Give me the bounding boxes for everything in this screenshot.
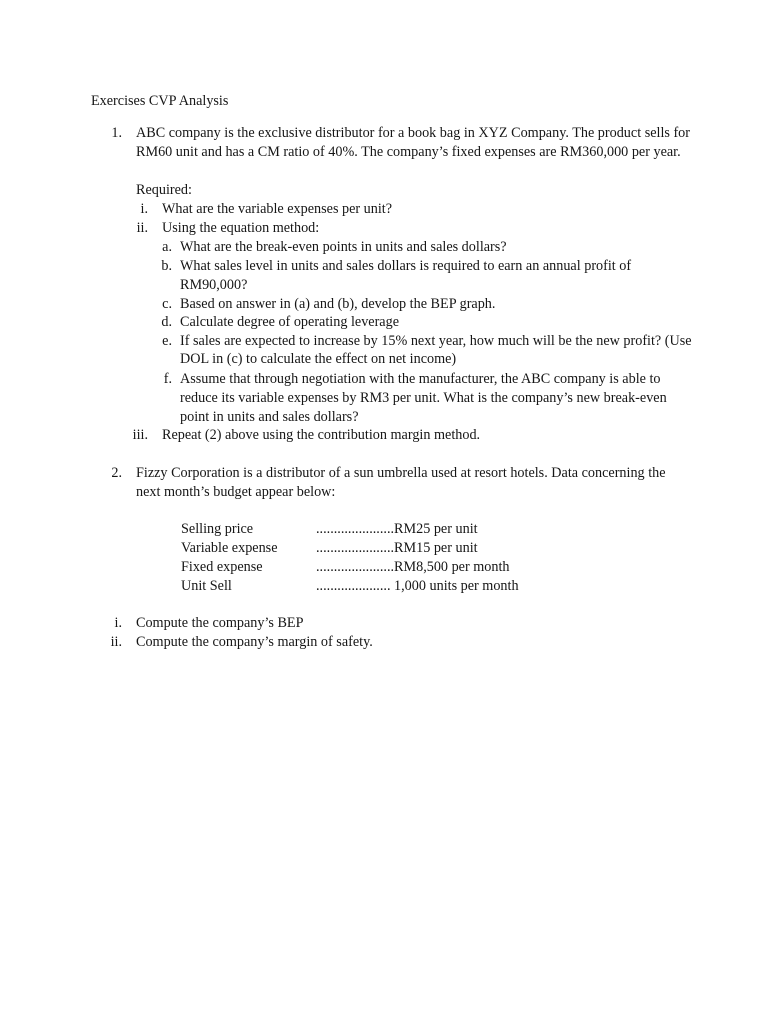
required-label: Required: [136,182,192,198]
budget-value: ..................... 1,000 units per month [316,578,519,594]
sub-item-marker: f. [163,371,172,387]
item-marker: ii. [136,220,148,236]
budget-value: ......................RM25 per unit [316,521,478,537]
sub-item-text: DOL in (c) to calculate the effect on net income) [180,351,457,367]
question-1-intro-line: ABC company is the exclusive distributor for a book bag in XYZ Company. The product sells for [136,125,691,141]
budget-label: Unit Sell [181,578,232,594]
sub-item-text: If sales are expected to increase by 15% next year, how much will be the new profit? (Use [180,333,692,349]
sub-item-marker: a. [162,239,172,255]
question-1-intro-line: RM60 unit and has a CM ratio of 40%. The company’s fixed expenses are RM360,000 per year. [136,144,681,160]
item-text: What are the variable expenses per unit? [162,201,393,217]
sub-item-text: What are the break-even points in units and sales dollars? [180,239,507,255]
item-marker: i. [140,201,148,217]
sub-item-text: Calculate degree of operating leverage [180,314,399,330]
sub-item-text: What sales level in units and sales dollars is required to earn an annual profit of [180,258,632,274]
item-text: Using the equation method: [162,220,320,236]
budget-value: ......................RM15 per unit [316,540,478,556]
question-text: Compute the company’s margin of safety. [136,634,373,650]
question-1-marker: 1. [111,125,122,141]
sub-item-text: point in units and sales dollars? [180,409,359,425]
question-text: Compute the company’s BEP [136,615,304,631]
sub-item-text: reduce its variable expenses by RM3 per unit. What is the company’s new break-even [180,390,667,406]
sub-item-text: RM90,000? [180,277,248,293]
sub-item-text: Assume that through negotiation with the manufacturer, the ABC company is able to [180,371,661,387]
question-2-marker: 2. [111,465,122,481]
sub-item-marker: d. [161,314,172,330]
sub-item-marker: b. [161,258,172,274]
budget-label: Fixed expense [181,559,263,575]
question-marker: ii. [110,634,122,650]
budget-value: ......................RM8,500 per month [316,559,510,575]
budget-label: Variable expense [181,540,278,556]
document-title: Exercises CVP Analysis [91,93,229,109]
item-text: Repeat (2) above using the contribution margin method. [162,427,481,443]
sub-item-marker: c. [162,296,172,312]
sub-item-marker: e. [162,333,172,349]
question-2-intro-line: Fizzy Corporation is a distributor of a sun umbrella used at resort hotels. Data concerning the [136,465,666,481]
item-marker: iii. [132,427,148,443]
question-marker: i. [114,615,122,631]
budget-label: Selling price [181,521,254,537]
question-2-intro-line: next month’s budget appear below: [136,484,336,500]
sub-item-text: Based on answer in (a) and (b), develop the BEP graph. [180,296,496,312]
